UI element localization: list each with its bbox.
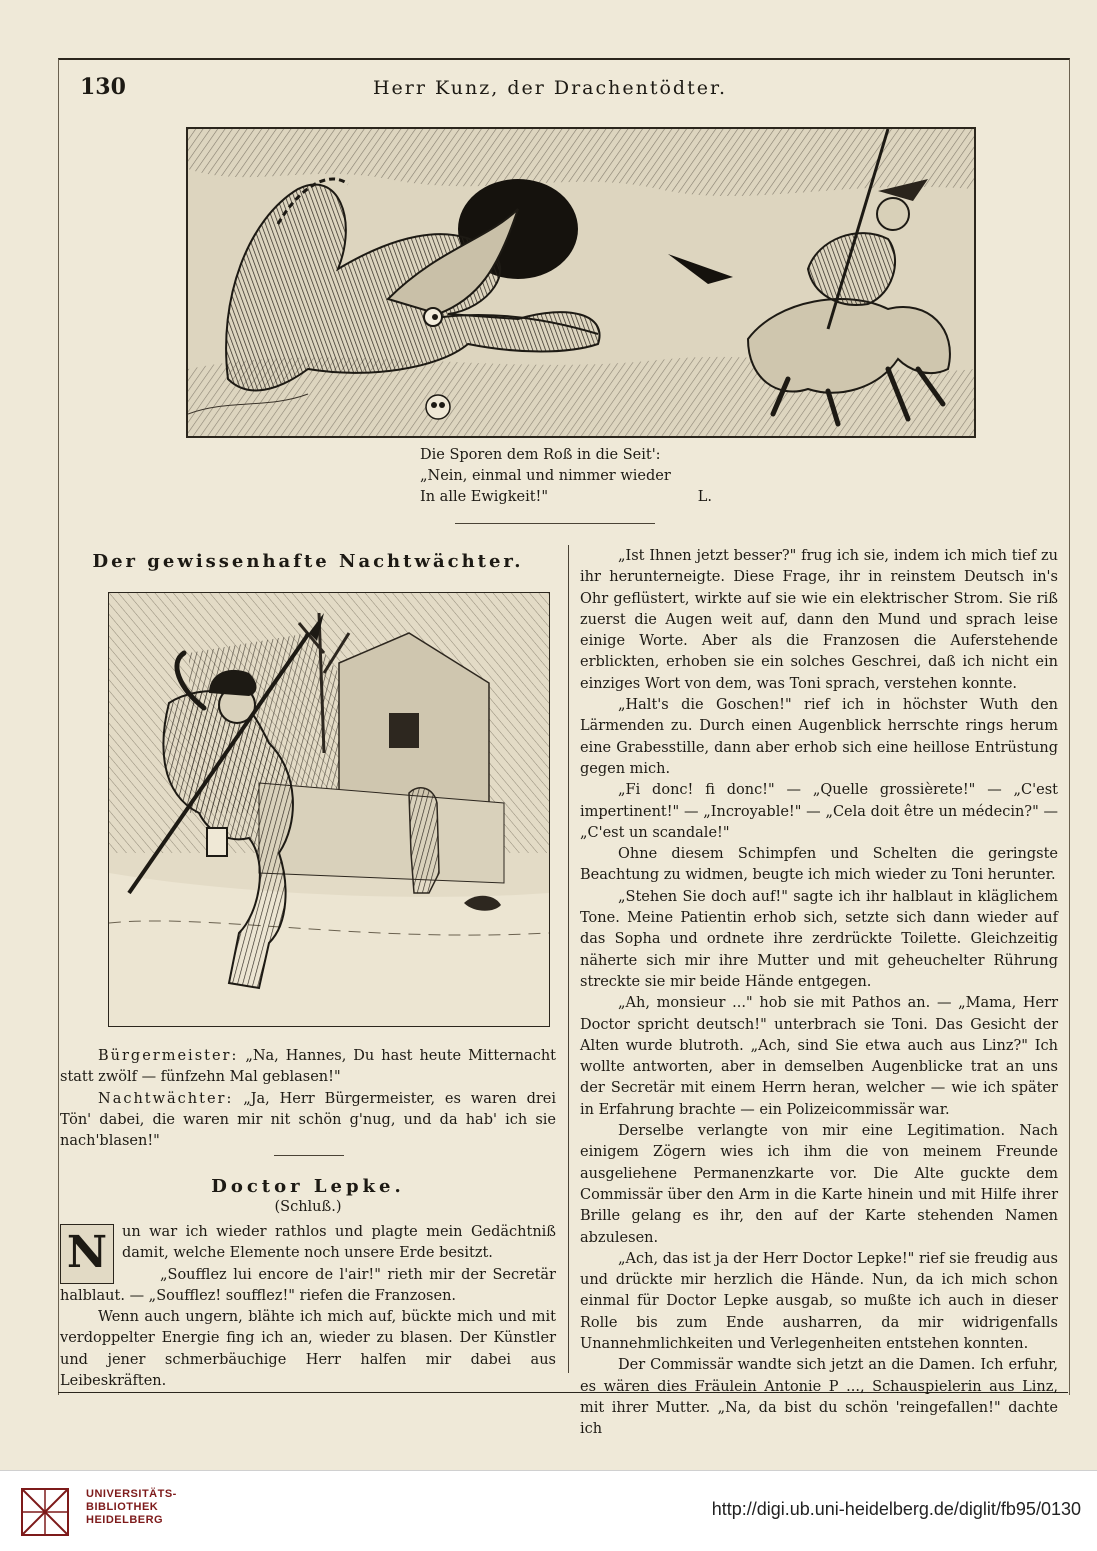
speaker-name: Nachtwächter: <box>98 1090 234 1107</box>
section-rule <box>274 1155 344 1156</box>
dialogue-line <box>60 1046 556 1089</box>
night-watchman-illustration <box>108 592 550 1027</box>
library-name-line: BIBLIOTHEK <box>86 1501 159 1513</box>
section-rule <box>455 523 655 524</box>
dialogue-line <box>60 1089 556 1153</box>
digitization-footer <box>0 1470 1097 1551</box>
poem-line: In alle Ewigkeit!" <box>420 489 549 505</box>
paragraph: „Stehen Sie doch auf!" sagte ich ihr halblaut in kläglichem Tone. Meine Patientin erhob sich, setzte sich dann wieder auf das Sopha und ordnete ihre zerdrückte Toilette. Gleichzeitig näherte sich mir ihre Mutter und mit geheuchelter Rührung streckte sie mir beide Hände entgegen. <box>580 888 1058 990</box>
speech-text: „Na, Hannes, Du hast heute Mitternacht statt zwölf — fünfzehn Mal geblasen!" <box>60 1048 556 1086</box>
paragraph: „Fi donc! fi donc!" — „Quelle grossièrete!" — „C'est impertinent!" — „Incroyable!" — „Cela doit être un médecin?" — „C'est un scandale!" <box>580 782 1058 841</box>
paragraph: Ohne diesem Schimpfen und Schelten die geringste Beachtung zu widmen, beugte ich mich wieder zu Toni herunter. <box>580 846 1058 884</box>
paragraph: „Halt's die Goschen!" rief ich in höchster Wuth den Lärmenden zu. Durch einen Augenblick herrschte rings herum eine Grabesstille, dann aber erhob sich eine heillose Entrüstung gegen mich. <box>580 697 1058 777</box>
lepke-subtitle: (Schluß.) <box>274 1199 342 1215</box>
lepke-right-column <box>580 546 1058 1440</box>
paragraph-text: un war ich wieder rathlos und plagte mein Gedächtniß damit, welche Elemente noch unsere Erde besitzt. <box>122 1224 556 1262</box>
paragraph <box>60 1222 556 1278</box>
page-number: 130 <box>80 74 126 100</box>
column-divider <box>568 545 569 1373</box>
poem-line: Die Sporen dem Roß in die Seit': <box>420 447 661 463</box>
library-name-line: UNIVERSITÄTS- <box>86 1488 177 1500</box>
drop-cap: N <box>60 1224 114 1284</box>
poem-line: „Nein, einmal und nimmer wieder <box>420 468 671 484</box>
paragraph: „Soufflez lui encore de l'air!" rieth mir der Secretär halblaut. — „Soufflez! soufflez!" riefen die Franzosen. <box>60 1266 556 1304</box>
library-name-line: HEIDELBERG <box>86 1514 164 1526</box>
poem-caption <box>420 445 720 508</box>
nachtwaechter-title: Der gewissenhafte Nachtwächter. <box>92 551 524 572</box>
paragraph: „Ist Ihnen jetzt besser?" frug ich sie, indem ich mich tief zu ihr herunterneigte. Diese Frage, ihr in reinstem Deutsch in's Ohr geflüstert, wirkte auf sie wie ein elektrischer Strom. Sie riß zuerst die Augen weit auf, dann den Mund und sprach leise einige Worte. Aber als die Franzosen die Auferstehende erblickten, erhoben sie ein solches Geschrei, daß ich nicht ein einziges Wort von dem, was Toni sprach, verstehen konnte. <box>580 548 1058 692</box>
speaker-name: Bürgermeister: <box>98 1048 239 1064</box>
nachtwaechter-dialogue <box>60 1046 556 1152</box>
lepke-title: Doctor Lepke. <box>211 1176 405 1197</box>
poem-signature: L. <box>697 489 712 505</box>
dragon-knight-illustration <box>186 127 976 438</box>
university-seal-icon[interactable] <box>20 1487 70 1537</box>
library-name <box>86 1488 177 1527</box>
running-title: Herr Kunz, der Drachentödter. <box>372 77 728 99</box>
paragraph: Wenn auch ungern, blähte ich mich auf, bückte mich und mit verdoppelter Energie fing ich an, wieder zu blasen. Der Künstler und jener schmerbäuchige Herr halfen mir dabei aus Leibeskräften. <box>60 1309 556 1390</box>
speech-text: „Ja, Herr Bürgermeister, es waren drei Tön' dabei, die waren mir nit schön g'nug, und da hab' ich sie nach'blasen!" <box>60 1090 556 1150</box>
source-url-link[interactable]: http://digi.ub.uni-heidelberg.de/diglit/fb95/0130 <box>711 1499 1081 1519</box>
paragraph: Derselbe verlangte von mir eine Legitimation. Nach einigem Zögern wies ich ihm die von meinem Freunde ausgeliehene Permanenzkarte vor. Die Alte guckte dem Commissär über den Arm in die Karte hinein und mit Hilfe ihrer Brille gelang es ihr, den auf der Karte stehenden Namen abzulesen. <box>580 1123 1058 1246</box>
paragraph: „Ach, das ist ja der Herr Doctor Lepke!" rief sie freudig aus und drückte mir herzlich die Hände. Nun, da ich mich schon einmal für Doctor Lepke ausgab, so mußte ich auch in dieser Rolle bis zum Ende ausharren, da mir widrigenfalls Unannehmlichkeiten und Verlegenheiten entstehen konnten. <box>580 1250 1058 1352</box>
paragraph: Der Commissär wandte sich jetzt an die Damen. Ich erfuhr, es wären dies Fräulein Antonie P ..., Schauspielerin aus Linz, mit ihrer Mutter. „Na, da bist du schön 'reingefallen!" dachte ich <box>580 1357 1058 1438</box>
paragraph: „Ah, monsieur ..." hob sie mit Pathos an. — „Mama, Herr Doctor spricht deutsch!" unterbrach sie Toni. Das Gesicht der Alten wurde blutroth. „Ach, sind Sie etwa auch aus Linz?" Ich wollte antworten, aber in demselben Augenblicke trat an uns der Secretär mit einem Herrn heran, welcher — wie ich später in Erfahrung brachte — ein Polizeicommissär war. <box>580 995 1058 1118</box>
lepke-left-column <box>60 1222 556 1392</box>
